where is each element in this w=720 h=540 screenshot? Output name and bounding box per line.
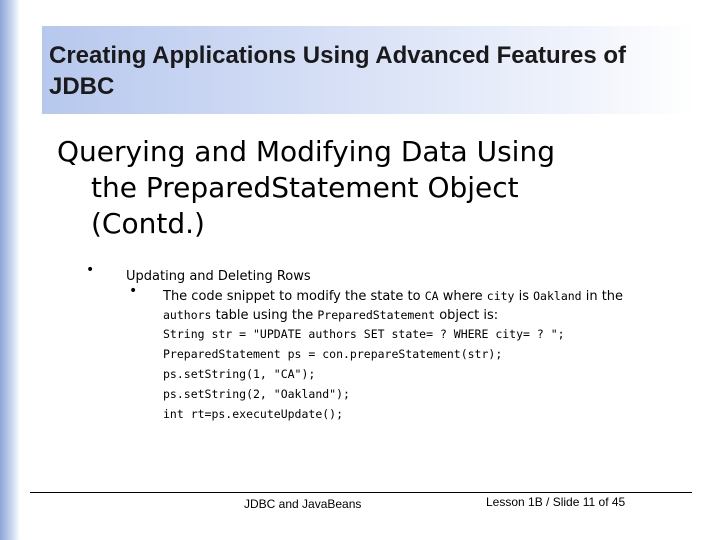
desc-code-city: city — [486, 289, 515, 303]
bullet-level1-text: Updating and Deleting Rows — [126, 269, 311, 284]
heading-line-1: Querying and Modifying Data Using — [57, 135, 555, 168]
code-line: ps.setString(1, "CA"); — [163, 367, 316, 381]
code-line: ps.setString(2, "Oakland"); — [163, 387, 350, 401]
bullet-level2-text — [163, 287, 693, 325]
code-line: int rt=ps.executeUpdate(); — [163, 407, 344, 421]
footer-slide-number: Lesson 1B / Slide 11 of 45 — [486, 495, 626, 509]
desc-text-6: object is: — [435, 308, 499, 323]
desc-text-2: where — [438, 289, 487, 304]
desc-code-state: CA — [424, 289, 439, 303]
slide-heading — [57, 134, 677, 242]
bullet-dot-level1: • — [86, 262, 95, 278]
desc-text-5: table using the — [211, 308, 318, 323]
code-line: PreparedStatement ps = con.prepareStatement(str); — [163, 347, 503, 361]
title-accent-line — [42, 24, 124, 26]
desc-text-1: The code snippet to modify the state to — [163, 289, 425, 304]
desc-code-oakland: Oakland — [533, 289, 582, 303]
desc-text-4: in the — [581, 289, 624, 304]
slide-title: Creating Applications Using Advanced Features of JDBC — [49, 42, 626, 100]
bullet-dot-level2: • — [129, 283, 138, 299]
heading-line-2: the PreparedStatement Object — [91, 171, 519, 204]
desc-text-3: is — [514, 289, 534, 304]
footer-divider — [30, 492, 692, 493]
desc-code-preparedstatement: PreparedStatement — [317, 308, 436, 322]
code-line: String str = "UPDATE authors SET state= ? WHERE city= ? "; — [163, 327, 565, 341]
heading-line-3: (Contd.) — [91, 207, 205, 240]
desc-code-authors: authors — [163, 308, 212, 322]
left-decorative-bar — [0, 0, 20, 540]
code-snippet — [163, 324, 565, 424]
footer-course-name: JDBC and JavaBeans — [244, 497, 362, 511]
